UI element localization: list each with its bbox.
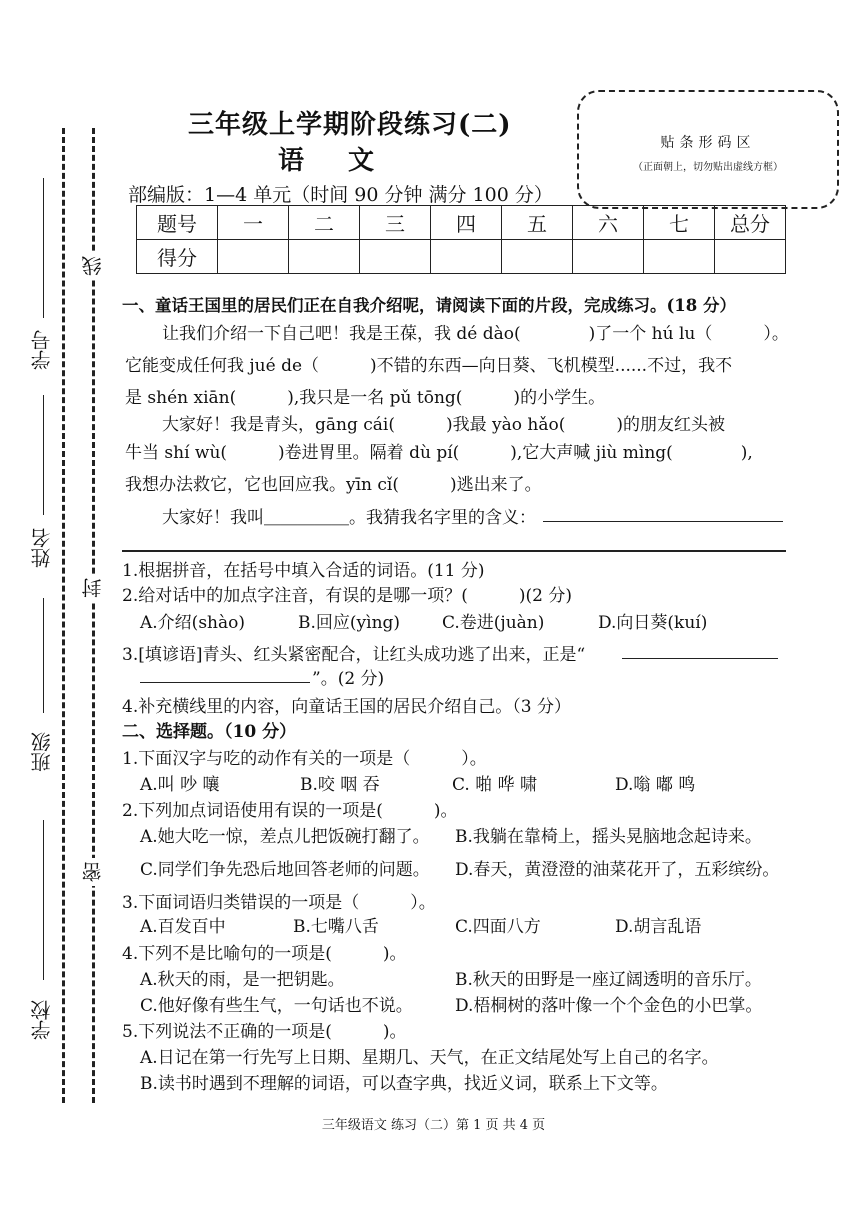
school-label: 学校	[30, 1000, 54, 1040]
score-label-cell: 得分	[137, 240, 218, 274]
question-1-1: 1.根据拼音，在括号中填入合适的词语。(11 分)	[122, 561, 485, 581]
option: A.介绍(shào)	[140, 613, 245, 633]
score-cell: 五	[502, 206, 573, 240]
question-1-3: 3.[填谚语]青头、红头紧密配合，让红头成功逃了出来，正是“	[122, 645, 586, 665]
option: C. 啪 哗 啸	[452, 775, 538, 795]
student-id-line	[43, 178, 44, 318]
option: D.嗡 嘟 鸣	[615, 775, 696, 795]
section2-heading: 二、选择题。（10 分）	[122, 722, 297, 742]
seal-mark-seal: 封	[78, 574, 107, 602]
exam-subject: 语文	[278, 146, 419, 176]
question-1-4: 4.补充横线里的内容，向童话王国的居民介绍自己。（3 分）	[122, 697, 571, 717]
score-cell: 二	[289, 206, 360, 240]
option: C.卷进(juàn)	[442, 613, 545, 633]
barcode-note: （正面朝上，切勿贴出虚线方框）	[633, 162, 783, 173]
option: B.七嘴八舌	[293, 917, 379, 937]
option: B.秋天的田野是一座辽阔透明的音乐厅。	[455, 970, 762, 990]
score-cell: 题号	[137, 206, 218, 240]
question-1-2: 2.给对话中的加点字注音，有误的是哪一项？( )(2 分)	[122, 586, 572, 606]
passage-line: 它能变成任何我 jué de（ )不错的东西—向日葵、飞机模型......不过，我不	[125, 356, 733, 376]
school-line	[43, 820, 44, 980]
question-1-3-end: ”。(2 分)	[312, 669, 385, 689]
option: B.读书时遇到不理解的词语，可以查字典，找近义词，联系上下文等。	[140, 1074, 668, 1094]
option: C.他好像有些生气，一句话也不说。	[140, 996, 413, 1016]
binding-dashed-line-outer	[62, 128, 65, 1103]
page-footer: 三年级语文 练习（二）第 1 页 共 4 页	[321, 1118, 546, 1133]
exam-edition: 部编版：1—4 单元（时间 90 分钟 满分 100 分）	[128, 184, 553, 206]
class-line	[43, 598, 44, 713]
student-id-label: 学号	[30, 330, 54, 370]
score-cell: 七	[644, 206, 715, 240]
score-cell: 总分	[715, 206, 786, 240]
option: A.秋天的雨，是一把钥匙。	[140, 970, 345, 990]
passage-line: 牛当 shí wù( )卷进胃里。隔着 dù pí( ),它大声喊 jiù mìng( ),	[125, 443, 753, 463]
proverb-answer-line[interactable]	[140, 682, 310, 683]
passage-line: 是 shén xiān( ),我只是一名 pǔ tōng( )的小学生。	[125, 388, 606, 408]
seal-mark-line: 线	[78, 252, 107, 280]
barcode-area	[577, 90, 839, 209]
question-2-5: 5.下列说法不正确的一项是( )。	[122, 1022, 407, 1042]
proverb-answer-line[interactable]	[622, 658, 778, 659]
score-cell: 三	[360, 206, 431, 240]
answer-rule[interactable]	[122, 550, 786, 552]
score-cell: 六	[573, 206, 644, 240]
score-entry-cell[interactable]	[644, 240, 715, 274]
option: D.胡言乱语	[615, 917, 702, 937]
passage-line: 大家好！我是青头，gāng cái( )我最 yào hǎo( )的朋友红头被	[162, 415, 725, 435]
passage-line: 我想办法救它，它也回应我。yīn cǐ( )逃出来了。	[125, 475, 542, 495]
option: B.我躺在靠椅上，摇头晃脑地念起诗来。	[455, 827, 762, 847]
option: D.梧桐树的落叶像一个个金色的小巴掌。	[455, 996, 763, 1016]
score-entry-cell[interactable]	[218, 240, 289, 274]
question-2-2: 2.下列加点词语使用有误的一项是( )。	[122, 801, 458, 821]
question-2-4: 4.下列不是比喻句的一项是( )。	[122, 944, 407, 964]
question-2-3: 3.下面词语归类错误的一项是（ ）。	[122, 893, 436, 913]
score-entry-cell[interactable]	[573, 240, 644, 274]
name-label: 姓名	[30, 528, 54, 568]
score-cell: 一	[218, 206, 289, 240]
class-label: 班级	[30, 732, 54, 772]
score-entry-cell[interactable]	[431, 240, 502, 274]
score-table-header-row	[137, 206, 786, 240]
score-entry-cell[interactable]	[360, 240, 431, 274]
seal-mark-secret: 密	[78, 858, 107, 886]
question-2-1: 1.下面汉字与吃的动作有关的一项是（ ）。	[122, 749, 487, 769]
option: D.春天，黄澄澄的油菜花开了，五彩缤纷。	[455, 860, 780, 880]
option: A.百发百中	[140, 917, 226, 937]
barcode-title: 贴条形码区	[660, 135, 756, 151]
score-entry-cell[interactable]	[289, 240, 360, 274]
score-cell: 四	[431, 206, 502, 240]
score-entry-cell[interactable]	[502, 240, 573, 274]
option: B.回应(yìng)	[298, 613, 401, 633]
name-line	[43, 395, 44, 515]
section1-heading: 一、童话王国里的居民们正在自我介绍呢，请阅读下面的片段，完成练习。(18 分）	[122, 296, 737, 315]
option: B.咬 咽 吞	[300, 775, 380, 795]
option: A.日记在第一行先写上日期、星期几、天气，在正文结尾处写上自己的名字。	[140, 1048, 719, 1068]
score-table	[136, 205, 786, 274]
passage-line: 大家好！我叫＿＿＿＿＿。我猜我名字里的含义：	[162, 508, 536, 528]
option: C.四面八方	[455, 917, 541, 937]
option: C.同学们争先恐后地回答老师的问题。	[140, 860, 430, 880]
option: A.叫 吵 嚷	[140, 775, 220, 795]
option: A.她大吃一惊，差点儿把饭碗打翻了。	[140, 827, 430, 847]
option: D.向日葵(kuí)	[598, 613, 708, 633]
exam-title: 三年级上学期阶段练习(二)	[188, 110, 512, 140]
score-entry-cell[interactable]	[715, 240, 786, 274]
passage-line: 让我们介绍一下自己吧！我是王葆，我 dé dào( )了一个 hú lu（ ）。	[162, 324, 789, 344]
meaning-answer-line[interactable]	[543, 521, 783, 522]
score-table-score-row	[137, 240, 786, 274]
